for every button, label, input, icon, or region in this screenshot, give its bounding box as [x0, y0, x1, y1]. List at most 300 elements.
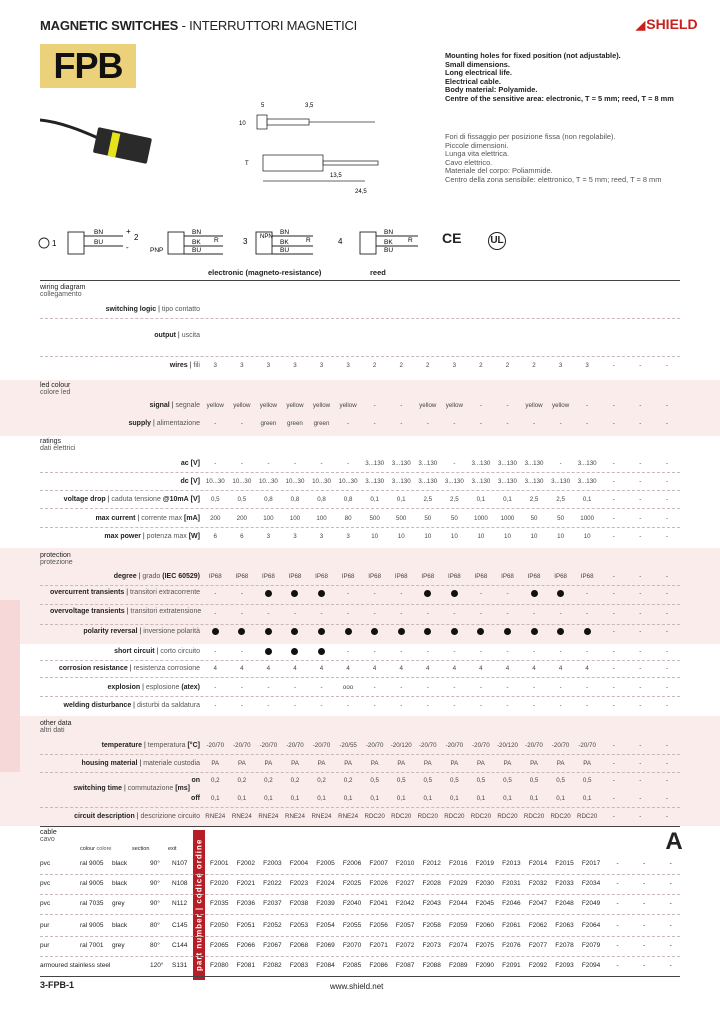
part-number: F2029: [449, 880, 468, 887]
corrosion-cell: 4: [505, 665, 510, 672]
label-en: overvoltage transients: [50, 608, 125, 615]
dot-icon: [584, 628, 591, 635]
switching-off-cell: 0,1: [396, 795, 406, 802]
part-number: F2091: [502, 962, 521, 969]
shield-icon: ◢: [636, 18, 646, 32]
wires-cell: 3: [319, 362, 324, 369]
overvoltage-cell: -: [373, 610, 376, 617]
catalog-colour-code: ral 7001: [80, 942, 104, 949]
label-it: resistenza corrosione: [133, 665, 200, 672]
voltage-drop-cell: 2,5: [423, 496, 433, 503]
welding-cell: -: [426, 702, 429, 709]
supply-cell: -: [533, 420, 536, 427]
max-power-cell: 10: [424, 533, 432, 540]
catalog-colour: grey: [112, 900, 125, 907]
signal-cell: -: [373, 402, 376, 409]
catalog-row-divider: [40, 956, 680, 957]
resistor-r-4: R: [408, 237, 413, 244]
side-tab: [0, 600, 20, 772]
degree-cell: -: [665, 573, 668, 580]
max-power-cell: 10: [477, 533, 485, 540]
wire-bk-2: BK: [192, 239, 201, 246]
part-number: F2087: [395, 962, 415, 969]
wire-bk-3: BK: [280, 239, 289, 246]
row-divider: [40, 508, 680, 509]
max-power-cell: -: [665, 533, 668, 540]
label-en: switching time: [73, 785, 123, 792]
signal-cell: yellow: [445, 402, 463, 409]
corrosion-cell: 4: [452, 665, 457, 672]
overcurrent-cell: -: [586, 590, 589, 597]
label-it: disturbi da saldatura: [136, 702, 200, 709]
wire-bn-1: BN: [94, 229, 104, 236]
explosion-cell: -: [533, 684, 536, 691]
switching-off-cell: 0,1: [370, 795, 379, 802]
signal-cell: yellow: [206, 402, 224, 409]
welding-cell: -: [214, 702, 217, 709]
catalog-cable: armoured stainless steel: [40, 962, 111, 969]
part-number: F2079: [581, 942, 601, 949]
ac-cell: -: [612, 460, 615, 467]
housing-cell: PA: [291, 760, 299, 767]
part-number: F2072: [395, 942, 415, 949]
wire-bu-3: BU: [280, 247, 290, 254]
switching-on-cell: 0,5: [370, 777, 379, 784]
part-number: F2090: [475, 962, 495, 969]
label-en: circuit description: [74, 813, 135, 820]
part-number: F2015: [555, 860, 574, 867]
part-number: F2006: [342, 860, 362, 867]
label-it: alimentazione: [156, 420, 200, 427]
housing-cell: PA: [370, 760, 379, 767]
switching-off-cell: 0,1: [237, 795, 247, 802]
label-it: tipo contatto: [161, 306, 200, 313]
switching-off-cell: 0,1: [450, 795, 459, 802]
resistor-r-2: R: [214, 237, 219, 244]
part-number: F2089: [449, 962, 468, 969]
dc-cell: 3...130: [418, 478, 438, 485]
polarity-cell: -: [612, 628, 615, 635]
degree-cell: IP68: [421, 573, 435, 580]
row-temperature: temperature | temperatura [°C]: [101, 742, 200, 749]
explosion-cell: -: [586, 684, 589, 691]
label-en: signal: [149, 402, 170, 409]
corrosion-cell: 4: [399, 665, 403, 672]
wire-bu-1: BU: [94, 239, 104, 246]
part-number: F2073: [422, 942, 441, 949]
dc-cell: 10...30: [205, 478, 225, 485]
welding-cell: -: [267, 702, 270, 709]
part-number: -: [643, 942, 646, 949]
label-it: esplosione: [145, 684, 180, 691]
overcurrent-cell: -: [240, 590, 243, 597]
dot-icon: [557, 590, 564, 597]
brand-logo: [636, 16, 698, 32]
temperature-cell: -: [639, 742, 642, 749]
spec-line: Electrical cable.: [445, 76, 501, 86]
part-number: F2064: [581, 922, 601, 929]
label-en: overcurrent transients: [50, 589, 125, 596]
label-it: corrente max: [141, 515, 183, 522]
dot-icon: [451, 590, 458, 597]
housing-cell: PA: [583, 760, 592, 767]
temperature-cell: -20/70: [525, 742, 543, 749]
temperature-cell: -20/70: [286, 742, 304, 749]
label-en: voltage drop: [63, 496, 106, 503]
housing-values: [202, 760, 680, 767]
group-reed: reed: [370, 268, 386, 277]
degree-cell: IP68: [288, 573, 302, 580]
switching-off-cell: 0,1: [343, 795, 353, 802]
temperature-cell: -20/70: [578, 742, 596, 749]
npn-label: NPN: [260, 234, 273, 240]
explosion-cell: -: [400, 684, 403, 691]
label-off: off: [191, 795, 200, 802]
overvoltage-cell: -: [214, 610, 217, 617]
corrosion-cell: -: [639, 665, 642, 672]
circuit-cell: RNE24: [284, 813, 305, 820]
label-en: temperature: [101, 742, 143, 749]
max-power-cell: 10: [504, 533, 511, 540]
temperature-cell: -20/120: [390, 742, 412, 749]
max-current-cell: 1000: [580, 515, 595, 522]
ac-cell: -: [559, 460, 562, 467]
corrosion-cell: 4: [372, 665, 377, 672]
temperature-cell: -20/70: [551, 742, 570, 749]
part-number: F2028: [422, 880, 441, 887]
supply-cell: -: [479, 420, 482, 427]
polarity-cell: [468, 628, 495, 637]
housing-cell: -: [612, 760, 615, 767]
voltage-drop-cell: -: [665, 496, 668, 503]
max-current-cell: 500: [369, 515, 380, 522]
wires-cell: 3: [213, 362, 217, 369]
signal-cell: -: [665, 402, 668, 409]
switching-on-cell: -: [612, 777, 615, 784]
polarity-cell: -: [665, 628, 668, 635]
degree-cell: IP68: [394, 573, 408, 580]
plus-1: +: [126, 227, 131, 236]
other-heading-en: other data: [40, 720, 72, 727]
voltage-drop-cell: -: [639, 496, 642, 503]
switching-off-cell: 0,1: [210, 795, 220, 802]
explosion-cell: -: [453, 684, 456, 691]
part-number: F2045: [475, 900, 495, 907]
row-short-circuit: short circuit | corto circuito: [114, 648, 200, 655]
corrosion-cell: 4: [558, 665, 563, 672]
max-current-cell: 1000: [474, 515, 488, 522]
welding-cell: -: [612, 702, 615, 709]
explosion-cell: -: [293, 684, 296, 691]
diagram-num-2: 2: [134, 233, 139, 242]
degree-cell: IP68: [580, 573, 594, 580]
switching-off-cell: -: [612, 795, 615, 802]
row-wires: wires | fili: [169, 362, 200, 369]
dot-icon: [318, 648, 325, 655]
catalog-row-divider: [40, 914, 680, 915]
row-ac: [181, 460, 200, 467]
dc-cell: 3...130: [365, 478, 385, 485]
welding-cell: -: [533, 702, 536, 709]
cable-header-en: cable: [40, 829, 57, 836]
supply-cell: -: [559, 420, 562, 427]
signal-cell: -: [400, 402, 403, 409]
row-max-power: max power | potenza max [W]: [104, 533, 200, 540]
corrosion-cell: 4: [240, 665, 244, 672]
dc-cell: 3...130: [391, 478, 411, 485]
label-en: explosion: [107, 684, 141, 691]
dim-d5: 5: [261, 103, 265, 109]
label-it: fili: [193, 362, 200, 369]
row-divider: [40, 356, 680, 357]
wires-cell: 3: [558, 362, 563, 369]
row-divider: [40, 624, 680, 625]
temperature-cell: -20/70: [312, 742, 331, 749]
part-number: F2080: [210, 962, 229, 969]
catalog-angle: 120°: [150, 962, 164, 969]
footer-url[interactable]: www.shield.net: [330, 982, 384, 991]
max-power-cell: 6: [240, 533, 244, 540]
footer-rule: [40, 976, 680, 977]
row-divider: [40, 807, 680, 808]
spec-line: Materiale del corpo: Poliammide.: [445, 166, 553, 175]
wires-cell: 2: [372, 362, 377, 369]
dot-icon: [477, 628, 484, 635]
catalog-colour-code: ral 9005: [80, 860, 104, 867]
overvoltage-cell: -: [320, 610, 323, 617]
welding-cell: -: [665, 702, 668, 709]
short-circuit-cell: -: [586, 648, 589, 655]
max-current-cell: 100: [289, 515, 301, 522]
spec-line: Small dimensions.: [445, 59, 510, 69]
label-en: supply: [128, 420, 152, 427]
part-number: F2058: [422, 922, 441, 929]
dot-icon: [265, 590, 272, 597]
voltage-drop-cell: -: [612, 496, 615, 503]
switching-on-cell: -: [665, 777, 668, 784]
dot-icon: [398, 628, 405, 635]
switching-off-cell: 0,1: [476, 795, 486, 802]
row-divider: [40, 318, 680, 319]
dc-cell: 10...30: [258, 478, 278, 485]
welding-cell: -: [639, 702, 642, 709]
catalog-colour: grey: [112, 942, 125, 949]
short-circuit-cell: -: [479, 648, 482, 655]
max-power-cell: 3: [319, 533, 324, 540]
catalog-connector: N112: [172, 900, 188, 907]
switching-on-cell: 0,5: [476, 777, 486, 784]
group-electronic: electronic (magneto-resistance): [208, 268, 322, 277]
catalog-cable: pvc: [40, 900, 51, 907]
cable-header: [40, 829, 57, 843]
corrosion-cell: -: [612, 665, 615, 672]
signal-cell: -: [586, 402, 589, 409]
housing-cell: PA: [530, 760, 538, 767]
signal-cell: -: [479, 402, 482, 409]
circuit-cell: RNE24: [311, 813, 332, 820]
housing-cell: -: [665, 760, 668, 767]
overvoltage-cell: -: [400, 610, 403, 617]
overcurrent-cell: [282, 590, 309, 599]
row-polarity: polarity reversal | inversione polarità: [83, 628, 200, 635]
corrosion-cell: -: [665, 665, 668, 672]
label-it: potenza max: [146, 533, 187, 540]
short-circuit-cell: -: [214, 648, 217, 655]
dc-cell: 3...130: [444, 478, 464, 485]
catalog-cable: pur: [40, 922, 50, 929]
short-circuit-cell: -: [453, 648, 456, 655]
part-number: F2033: [555, 880, 574, 887]
temperature-cell: -20/120: [496, 742, 518, 749]
unit: @10mA: [162, 496, 189, 503]
corrosion-cell: 4: [346, 665, 350, 672]
part-number: F2065: [210, 942, 229, 949]
degree-cell: IP68: [262, 573, 275, 580]
max-power-cell: -: [639, 533, 642, 540]
corrosion-cell: 4: [532, 665, 536, 672]
degree-cell: IP68: [341, 573, 355, 580]
housing-cell: PA: [237, 760, 246, 767]
circuit-cell: RDC20: [391, 813, 412, 820]
signal-cell: yellow: [312, 402, 331, 409]
explosion-cell: -: [665, 684, 668, 691]
part-number: F2051: [236, 922, 256, 929]
catalog-angle: 90°: [150, 900, 160, 907]
part-number: F2017: [581, 860, 601, 867]
band-other: [0, 716, 720, 826]
switching-off-cell: 0,1: [529, 795, 539, 802]
short-circuit-cell: -: [665, 648, 668, 655]
switching-on-cell: 0,2: [210, 777, 220, 784]
part-number: F2084: [316, 962, 335, 969]
part-number: F2076: [502, 942, 521, 949]
welding-cell: -: [347, 702, 350, 709]
supply-cell: -: [347, 420, 350, 427]
section-letter: A: [665, 828, 683, 855]
max-current-cell: 100: [316, 515, 327, 522]
part-number: F2063: [555, 922, 574, 929]
max-current-cell: 80: [344, 515, 352, 522]
ac-cell: -: [665, 460, 668, 467]
housing-cell: PA: [477, 760, 485, 767]
part-number: F2078: [555, 942, 574, 949]
spec-line: Centro della zona sensibile: elettronico, T = 5 mm; reed, T = 8 mm: [445, 174, 662, 184]
part-number: F2059: [449, 922, 468, 929]
spec-line: Fori di fissaggio per posizione fissa (non regolabile).: [445, 132, 616, 141]
catalog-colour-code: ral 9005: [80, 922, 104, 929]
circuit-cell: RDC20: [523, 813, 545, 820]
row-switching-time: switching time | commutazione [ms]: [73, 785, 190, 792]
part-number: -: [616, 922, 619, 929]
dim-d2: 10: [239, 121, 246, 127]
short-circuit-cell: -: [426, 648, 429, 655]
label-on: on: [191, 777, 200, 784]
wires-cell: -: [639, 362, 642, 369]
switching-on-cell: 0,2: [317, 777, 326, 784]
label-en: housing material: [81, 760, 138, 767]
switching-on-cell: 0,5: [423, 777, 433, 784]
catalog-connector: S131: [172, 962, 188, 969]
dc-cell: 3...130: [471, 478, 491, 485]
catalog-connector: C144: [172, 942, 188, 949]
switching-on-cell: 0,2: [290, 777, 300, 784]
label-it: commutazione: [127, 785, 174, 792]
row-welding: welding disturbance | disturbi da saldatura: [63, 702, 200, 709]
overcurrent-cell: -: [400, 590, 403, 597]
voltage-drop-cell: 2,5: [556, 496, 565, 503]
overcurrent-cell: [255, 590, 282, 599]
row-housing: housing material | materiale custodia: [81, 760, 200, 767]
max-power-cell: 10: [557, 533, 565, 540]
wiring-heading: [40, 284, 86, 298]
product-code: FPB: [40, 44, 136, 88]
row-corrosion: corrosion resistance | resistenza corrosione: [58, 665, 200, 672]
explosion-cell: -: [559, 684, 562, 691]
signal-cell: yellow: [419, 402, 437, 409]
housing-cell: -: [639, 760, 642, 767]
corrosion-cell: 4: [426, 665, 430, 672]
circuit-cell: RDC20: [577, 813, 598, 820]
ac-cell: 3...130: [471, 460, 491, 467]
max-power-cell: 10: [450, 533, 458, 540]
overvoltage-cell: -: [665, 610, 668, 617]
degree-cell: IP68: [501, 573, 514, 580]
page-number: 3-FPB-1: [40, 980, 75, 990]
part-number: F2013: [502, 860, 521, 867]
label-it: inversione polarità: [143, 628, 200, 635]
label-en: wires: [169, 362, 188, 369]
wires-cell: 3: [585, 362, 589, 369]
row-divider: [40, 754, 680, 755]
part-number: F2012: [422, 860, 441, 867]
voltage-drop-cell: 0,8: [343, 496, 353, 503]
voltage-drop-cell: 0,8: [290, 496, 300, 503]
part-number: F2053: [289, 922, 309, 929]
overcurrent-cell: [308, 590, 335, 599]
max-current-cell: 500: [396, 515, 407, 522]
brand-name: SHIELD: [646, 16, 698, 32]
corrosion-cell: 4: [266, 665, 271, 672]
part-number: F2061: [502, 922, 521, 929]
ac-cell: 3...130: [418, 460, 438, 467]
housing-cell: PA: [264, 760, 273, 767]
part-number: F2002: [236, 860, 256, 867]
part-number: F2075: [475, 942, 495, 949]
explosion-cell: -: [479, 684, 482, 691]
overvoltage-cell: -: [612, 610, 615, 617]
switching-off-cell: 0,1: [503, 795, 512, 802]
voltage-drop-cell: 0,1: [396, 496, 406, 503]
row-switch-off-label: [191, 795, 200, 802]
max-power-cell: 10: [530, 533, 538, 540]
temperature-cell: -: [612, 742, 615, 749]
label-en: welding disturbance: [63, 702, 132, 709]
signal-cell: yellow: [286, 402, 304, 409]
voltage-drop-cell: 0,8: [317, 496, 326, 503]
label-dc: dc: [180, 478, 189, 485]
diagram-num-3: 3: [243, 237, 248, 246]
short-circuit-cell: -: [400, 648, 403, 655]
degree-cell: IP68: [368, 573, 382, 580]
part-number: F2014: [528, 860, 548, 867]
part-number: F2038: [289, 900, 309, 907]
part-number: F2049: [581, 900, 601, 907]
short-circuit-cell: [308, 648, 335, 657]
product-photo: [40, 108, 160, 168]
signal-cell: yellow: [233, 402, 251, 409]
part-number: -: [669, 962, 672, 969]
voltage-drop-cell: 0,1: [582, 496, 592, 503]
